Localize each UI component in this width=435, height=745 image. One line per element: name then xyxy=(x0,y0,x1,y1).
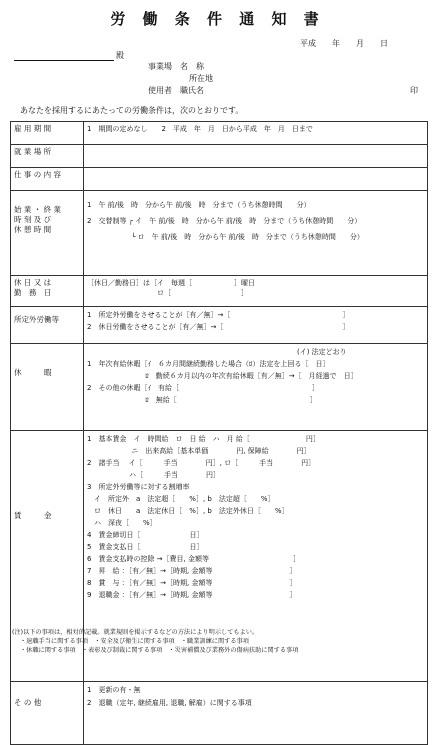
other-line-2: 2 退職（定年, 継続雇用, 退職, 解雇）に関する事項 xyxy=(87,699,252,707)
overtime-line-1: 1 所定外労働をさせることが［有／無］→［ ］ xyxy=(87,311,350,319)
wages-line: ハ［ 手当 円］ xyxy=(87,471,220,479)
wages-line: イ 所定外 a 法定超［ %］, b 法定超［ %］ xyxy=(87,495,275,503)
leave-line-0: (イ) 法定どおり xyxy=(297,348,347,356)
leave-line-4: ﾛ 無給［ ］ xyxy=(87,396,317,404)
notes-line-0: (注)以下の事項は，相対的記載。就業規則を掲示するなどの方法により明示してもよい。 xyxy=(12,629,259,636)
wages-line: ロ 休日 a 法定休日［ %］, b 法定外休日［ %］ xyxy=(87,507,289,515)
workplace-value[interactable] xyxy=(84,145,428,168)
addressee-line xyxy=(14,60,114,61)
notes-line-2: ・休職に関する事項 ・表彰及び制裁に関する事項 ・災害補償及び業務外の傷病扶助に関する事項 xyxy=(20,647,299,654)
overtime-label: 所定外労働等 xyxy=(11,307,84,344)
hours-line-3: └ ロ 午 前/後 時 分から午 前/後 時 分まで（うち休憩時間 分） xyxy=(87,233,364,241)
wages-line: ハ 深夜［ %］ xyxy=(87,519,157,527)
wages-line: 7 昇 給 ：［有／無］→［時期, 金額等 ］ xyxy=(87,567,297,575)
wages-line: 2 諸手当 イ［ 手当 円］, ロ［ 手当 円］ xyxy=(87,459,316,467)
holidays-line-1: ［休日／勤務日］は［イ 毎週［ ］曜日 xyxy=(87,279,255,287)
duties-label: 仕 事 の 内 容 xyxy=(11,168,84,191)
holidays-label-2: 勤 務 日 xyxy=(14,288,52,297)
wages-line: 5 賃金支払日［ 日］ xyxy=(87,543,204,551)
addressee-suffix: 殿 xyxy=(116,51,124,60)
period-label: 雇 用 期 間 xyxy=(11,122,84,145)
address-label: 所在地 xyxy=(189,74,213,83)
row-period xyxy=(11,122,428,145)
seal-mark: 印 xyxy=(410,86,418,95)
duties-value[interactable] xyxy=(84,168,428,191)
date-line: 平成 年 月 日 xyxy=(300,39,388,48)
row-duties xyxy=(11,168,428,191)
hours-line-2: 2 交替制等 ┌ イ 午 前/後 時 分から午 前/後 時 分まで（うち休憩時間 分） xyxy=(87,217,362,225)
wages-line: 4 賃金締切日［ 日］ xyxy=(87,531,204,539)
wages-line: ニ 出来高給［基本単価 円, 保障給 円］ xyxy=(87,447,311,455)
wages-line: 9 退職金 ：［有／無］→［時期, 金額等 ］ xyxy=(87,591,297,599)
leave-line-2: ﾛ 勤続６カ月以内の年次有給休暇［有／無］→［ 月経過で 日］ xyxy=(87,372,358,380)
hours-label-1: 始 業 ・ 終 業 xyxy=(14,205,62,214)
row-holidays xyxy=(11,276,428,307)
other-line-1: 1 更新の有・無 xyxy=(87,686,141,694)
wages-line: 1 基本賃金 イ 時間給 ロ 日 給 ハ 月 給［ 円］ xyxy=(87,435,320,443)
employer-name-label: 使用者 職氏名 xyxy=(148,86,204,95)
leave-label: 休 暇 xyxy=(11,344,84,431)
notes xyxy=(12,628,298,655)
hours-label-3: 休 憩 時 間 xyxy=(14,225,52,234)
leave-line-3: 2 その他の休暇［ｲ 有給［ ］ xyxy=(87,384,319,392)
other-label: そ の 他 xyxy=(11,682,84,745)
hours-label-2: 時 刻 及 び xyxy=(14,215,52,224)
period-value: 1 期間の定めなし 2 平成 年 月 日から平成 年 月 日まで xyxy=(84,122,428,145)
business-name-label: 事業場 名 称 xyxy=(148,62,204,71)
wages-line: 8 賞 与 ：［有／無］→［時期, 金額等 ］ xyxy=(87,579,297,587)
wages-line: 6 賃金支払時の控除 →［費目, 金額等 ］ xyxy=(87,555,300,563)
wages-line: 3 所定外労働等に対する割増率 xyxy=(87,483,190,491)
intro-text: あなたを採用するにあたっての労働条件は，次のとおりです。 xyxy=(20,106,244,115)
wages-label: 賃 金 xyxy=(11,431,84,682)
row-hours xyxy=(11,191,428,276)
row-workplace xyxy=(11,145,428,168)
holidays-label-1: 休 日 又 は xyxy=(14,278,52,287)
hours-line-1: 1 午 前/後 時 分から午 前/後 時 分まで（うち休憩時間 分） xyxy=(87,201,311,209)
notes-line-1: ・退職手当に関する事項 ・安全及び衛生に関する事項 ・職業訓練に関する事項 xyxy=(20,638,249,645)
row-other xyxy=(11,682,428,745)
workplace-label: 就 業 場 所 xyxy=(11,145,84,168)
holidays-line-2: ロ［ ］ xyxy=(87,289,248,297)
row-overtime xyxy=(11,307,428,344)
overtime-line-2: 2 休日労働をさせることが［有／無］→［ ］ xyxy=(87,323,350,331)
document-title: 労 働 条 件 通 知 書 xyxy=(110,10,325,28)
leave-line-1: 1 年次有給休暇［ｲ ６カ月間継続勤務した場合（ﾛ）法定を上回る［ 日］ xyxy=(87,360,330,368)
row-leave xyxy=(11,344,428,431)
